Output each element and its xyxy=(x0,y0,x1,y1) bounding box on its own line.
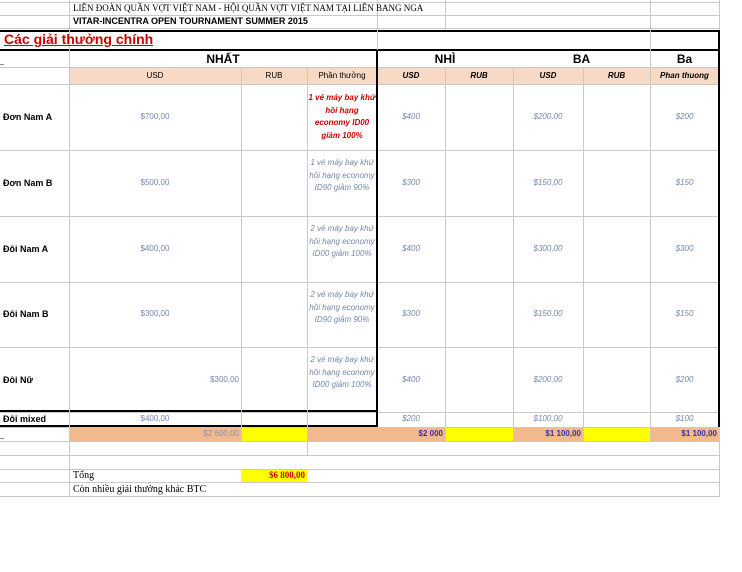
third-usd-value: $150,00 xyxy=(533,309,563,318)
third-usd-value: $200,00 xyxy=(533,112,563,121)
category-label: Đơn Nam A xyxy=(3,112,53,122)
totals-rub1-highlight xyxy=(241,427,307,441)
third-usd-value: $200,00 xyxy=(533,375,563,384)
row-marker: _ xyxy=(0,432,4,439)
tournament-title: VITAR-INCENTRA OPEN TOURNAMENT SUMMER 2015 xyxy=(73,16,308,26)
third-b-usd-value: $200 xyxy=(675,375,694,384)
subheader-third-b-prize: Phan thuong xyxy=(660,71,709,80)
second-usd-value: $300 xyxy=(402,309,420,318)
category-label: Đôi Nữ xyxy=(3,375,34,385)
category-label: Đôi mixed xyxy=(3,414,47,424)
total-third-b-usd: $1 100,00 xyxy=(681,429,717,438)
second-usd-value: $400 xyxy=(402,112,420,121)
place-header-third: BA xyxy=(572,52,591,66)
third-usd-value: $100,00 xyxy=(533,414,563,423)
total-label: Tổng xyxy=(73,470,95,481)
first-usd-value: $300,00 xyxy=(140,309,170,318)
third-usd-value: $150,00 xyxy=(533,178,563,187)
category-label: Đơn Nam B xyxy=(3,178,53,188)
footer-note: Còn nhiều giải thưởng khác BTC xyxy=(73,484,207,495)
second-usd-value: $200 xyxy=(402,414,420,423)
totals-rub3-highlight xyxy=(583,427,650,441)
subheader-second-usd: USD xyxy=(402,71,420,80)
subheader-second-rub: RUB xyxy=(470,71,488,80)
first-usd-value: $300,00 xyxy=(210,375,239,384)
third-b-usd-value: $150 xyxy=(675,178,694,187)
first-usd-value: $500,00 xyxy=(140,178,170,187)
subheader-third-usd: USD xyxy=(539,71,557,80)
third-b-usd-value: $300 xyxy=(675,244,694,253)
prize-text: 2 vé máy bay khứ hồi hạng economy ID00 giảm 100% xyxy=(309,355,375,389)
prize-text: 2 vé máy bay khứ hồi hạng economy ID00 giảm 100% xyxy=(309,224,375,258)
subheader-first-usd: USD xyxy=(146,71,164,80)
grand-total-value: $6 800,00 xyxy=(269,470,305,480)
section-title: Các giải thưởng chính xyxy=(4,31,154,47)
second-usd-value: $400 xyxy=(402,375,420,384)
second-usd-value: $300 xyxy=(402,178,420,187)
category-label: Đôi Nam B xyxy=(3,309,49,319)
prize-text: 1 vé máy bay khứ hồi hạng economy ID00 giảm 100% xyxy=(308,93,376,140)
category-label: Đôi Nam A xyxy=(3,244,49,254)
totals-rub2-highlight xyxy=(445,427,513,441)
prize-text: 1 vé máy bay khứ hồi hạng economy ID90 giảm 90% xyxy=(309,158,375,192)
federation-title: LIÊN ĐOÀN QUẦN VỢT VIỆT NAM - HỘI QUẦN VỢT VIỆT NAM TẠI LIÊN BANG NGA xyxy=(73,3,424,13)
first-usd-value: $400,00 xyxy=(140,244,170,253)
place-header-second: NHÌ xyxy=(434,52,456,66)
place-header-first: NHẤT xyxy=(206,52,240,66)
place-header-third-b: Ba xyxy=(676,52,693,66)
subheader-prize: Phần thưởng xyxy=(318,71,366,80)
subheader-first-rub: RUB xyxy=(265,71,283,80)
row-marker: _ xyxy=(0,58,4,65)
first-usd-value: $700,00 xyxy=(140,112,170,121)
third-b-usd-value: $200 xyxy=(675,112,694,121)
prize-text: 2 vé máy bay khứ hồi hạng economy ID90 giảm 90% xyxy=(309,290,375,324)
subheader-third-rub: RUB xyxy=(607,71,626,80)
second-usd-value: $400 xyxy=(402,244,420,253)
third-b-usd-value: $100 xyxy=(675,414,694,423)
total-third-usd: $1 100,00 xyxy=(545,429,581,438)
third-usd-value: $300,00 xyxy=(533,244,563,253)
total-second-usd: $2 000 xyxy=(418,429,443,438)
third-b-usd-value: $150 xyxy=(675,309,694,318)
first-usd-value: $400,00 xyxy=(140,414,170,423)
total-first-usd: $2 600,00 xyxy=(203,429,239,438)
